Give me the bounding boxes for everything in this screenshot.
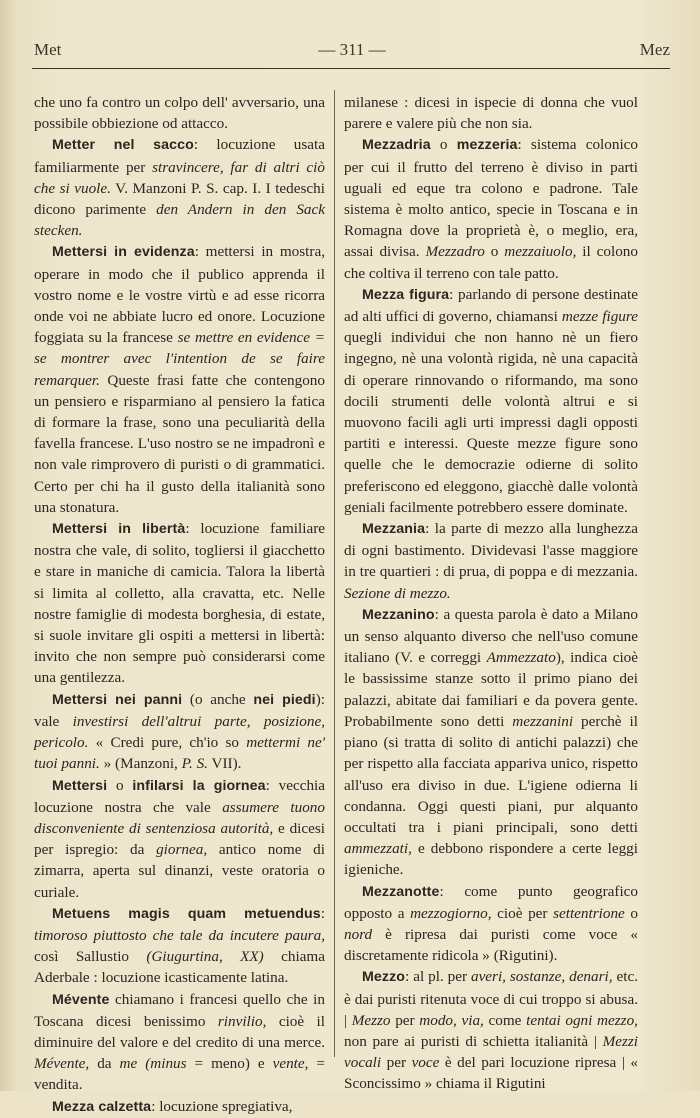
italic-text: Ammezzato: [486, 649, 556, 667]
right-column: [344, 92, 638, 1095]
entry-text: : sistema colonico per cui il frutto del terreno è diviso in parti uguali ed eque tra colono e padrone. Tale sistema è molto antico, specie in Toscana e in Romagna dove la proprietà è, o meglio, era, assai divisa.: [344, 136, 639, 261]
entry-headword: Mezzanino: [362, 606, 435, 623]
entry-text: per: [390, 1011, 420, 1029]
italic-text: ammezzati,: [344, 840, 412, 858]
italic-text: rinvilio,: [217, 1012, 267, 1030]
entry-text: il colono che coltiva il terreno con tale patto.: [344, 243, 638, 282]
italic-text: Mezzi vocali: [344, 1032, 638, 1072]
entry-headword: Metuens magis quam metuendus: [52, 905, 321, 922]
dictionary-entry: [34, 903, 325, 989]
entry-headword: Mettersi nei panni: [52, 691, 183, 708]
italic-text: nord: [344, 925, 373, 943]
italic-text: Mezzadro: [425, 243, 485, 261]
entry-text: cioè per: [491, 904, 554, 922]
italic-text: averi, sostanze, denari,: [470, 968, 613, 986]
entry-text: ), indica cioè le bassissime stanze sotto il primo piano dei palazzi, abitate dai familiari e da povera gente. Probabilmente sono detti: [344, 649, 639, 730]
entry-text: : la parte di mezzo alla lunghezza di ogni bastimento. Dividevasi l'asse maggiore in tre quartieri : di prua, di poppa e di mezzania.: [344, 520, 638, 581]
entry-text: o: [107, 776, 133, 794]
entry-text: come: [483, 1011, 527, 1029]
dictionary-entry: [344, 881, 638, 967]
italic-text: mettermi ne' tuoi panni.: [34, 734, 325, 773]
dictionary-entry: [344, 966, 638, 1094]
entry-headword: Mezzanotte: [362, 883, 440, 900]
column-divider: [334, 90, 335, 1057]
running-header: [34, 40, 670, 62]
header-left-guideword: Met: [34, 40, 62, 59]
entry-text: : al pl. per: [405, 968, 471, 986]
continued-paragraph: [34, 92, 325, 134]
dictionary-entry: [34, 134, 325, 241]
entry-headword: Mettersi in libertà: [52, 521, 186, 538]
entry-text: è ripresa dai puristi come voce « discretamente ridicola » (Rigutini).: [344, 925, 638, 965]
entry-text: o: [624, 904, 639, 922]
entry-headword: Mévente: [52, 991, 110, 1008]
entry-text: (o anche: [182, 690, 254, 708]
italic-text: mezzogiorno,: [410, 904, 492, 922]
dictionary-entry: [344, 604, 638, 881]
italic-text: voce: [411, 1054, 440, 1072]
dictionary-entry: [34, 989, 325, 1096]
italic-text: timoroso piuttosto che tale da incutere paura,: [34, 926, 325, 944]
entry-headword: Mezzania: [362, 521, 426, 538]
entry-headword: Mettersi: [52, 777, 108, 794]
entry-text: così Sallustio: [34, 948, 147, 966]
entry-headword: mezzeria: [456, 137, 518, 154]
entry-text: chiamano i francesi quello che in Toscana dicesi benissimo: [34, 990, 325, 1030]
entry-text: da: [89, 1055, 120, 1073]
entry-headword: Mezzadria: [362, 137, 431, 154]
entry-text: = vendita.: [34, 1055, 325, 1094]
entry-text: cioè il diminuire del valore e del credito di una merce.: [34, 1012, 325, 1051]
entry-headword: Mezza figura: [362, 286, 450, 303]
italic-text: investirsi dell'altrui parte, posizione, pericolo.: [34, 712, 326, 752]
entry-text: e debbono rispondere a certe leggi igieniche.: [344, 840, 638, 879]
entry-text: etc. è dai puristi ritenuta voce di cui troppo si abusa. |: [344, 968, 638, 1029]
italic-text: giornea,: [156, 841, 208, 859]
dictionary-entry: [34, 241, 325, 518]
italic-text: den Andern in den Sack stecken.: [34, 201, 325, 240]
entry-text: : locuzione spregiativa,: [151, 1097, 293, 1115]
entry-text: = meno) e: [186, 1055, 273, 1073]
dictionary-entry: [34, 689, 325, 775]
italic-text: modo, via,: [419, 1011, 484, 1029]
italic-text: me (minus: [119, 1055, 187, 1073]
entry-headword: nei piedi: [253, 691, 316, 708]
entry-text: o: [430, 136, 457, 154]
entry-text: o: [484, 243, 505, 261]
entry-text: che uno fa contro un colpo dell' avversario, una possibile obbiezione od attacco.: [34, 94, 325, 133]
dictionary-entry: [344, 518, 638, 604]
entry-text: : locuzione familiare nostra che vale, di solito, togliersi il giacchetto e stare in maniche di camicia. Talora la libertà si limita al colletto, alla cravatta, etc. Nelle nostre famiglie di modesta borghesia, di estate, si suole invitare gli ospiti a mettersi in libertà: invito che non sempre può considerarsi come una gentilezza.: [34, 520, 325, 687]
italic-text: Mévente,: [34, 1055, 90, 1073]
entry-text: VII).: [207, 755, 242, 773]
italic-text: Sezione di mezzo.: [344, 584, 451, 602]
dictionary-entry: [34, 518, 325, 689]
entry-text: « Credi pure, ch'io so: [88, 734, 247, 752]
entry-headword: Metter nel sacco: [52, 137, 194, 154]
italic-text: stravincere, far di altri ciò che si vuole.: [34, 158, 325, 197]
header-rule: [32, 68, 670, 69]
entry-text: per: [381, 1054, 412, 1072]
italic-text: mezzaiuolo,: [504, 243, 577, 261]
italic-text: Mezzo: [351, 1011, 391, 1029]
entry-text: ): vale: [34, 690, 326, 730]
header-right-guideword: Mez: [639, 40, 670, 59]
continued-paragraph: [344, 92, 638, 134]
entry-text: perchè il piano (si tratta di solito di antichi palazzi) che per rispetto alla facciata appariva unico, rispetto all'uso era diviso in due. L'igiene odierna li condanna. Oggi questi piani, pur alquanto occultati tra i piani principali, sono detti: [344, 712, 638, 836]
dictionary-entry: [344, 134, 638, 283]
italic-text: se mettre en evidence = se montrer avec l'intention de se faire remarquer.: [34, 329, 325, 389]
entry-text: quegli individui che non hanno nè un fiero ingegno, nè una volontà rigida, nè una capacità di operare rinnovando o riformando, ma sono docili strumenti delle volontà altrui e si muovono facili agli urti impressi dagli opposti partiti e interessi. Queste mezze figure sono quelle che le democrazie odierne di solito preferiscono ed eleggono, giacchè dalle volontà geniali facilmente potrebbero essere dominate.: [344, 329, 638, 516]
entry-text: » (Manzoni,: [99, 755, 182, 773]
italic-text: vente,: [272, 1055, 309, 1073]
entry-text: e dicesi per ispregio: da: [34, 819, 326, 859]
entry-headword: infilarsi la giornea: [132, 777, 266, 794]
page-number: — 311 —: [318, 40, 386, 59]
entry-text: : locuzione usata familiarmente per: [34, 136, 325, 176]
entry-text: V. Manzoni P. S. cap. I. I tedeschi dicono parimente: [34, 179, 325, 219]
entry-text: è del pari locuzione ripresa | « Sconcissimo » chiama il Rigutini: [344, 1054, 638, 1093]
entry-text: milanese : dicesi in ispecie di donna che vuol parere e valere più che non sia.: [344, 94, 638, 133]
entry-text: :: [320, 904, 325, 922]
left-column: [34, 92, 325, 1118]
entry-text: non pare ai puristi di schietta italianità |: [344, 1032, 603, 1050]
dictionary-entry: [34, 775, 325, 903]
entry-headword: Mettersi in evidenza: [52, 244, 195, 261]
italic-text: assumere tuono disconveniente di sentenziosa autorità,: [34, 798, 325, 837]
italic-text: settentrione: [553, 904, 625, 922]
entry-text: : vecchia locuzione nostra che vale: [34, 776, 326, 816]
entry-headword: Mezza calzetta: [52, 1098, 152, 1115]
entry-headword: Mezzo: [362, 969, 406, 986]
italic-text: P. S.: [181, 755, 208, 773]
italic-text: (Giugurtina, XX): [146, 948, 264, 966]
entry-text: Queste frasi fatte che contengono un pensiero e risparmiano al pensiero la fatica di formare la frase, sono una peculiarità della favella francese. L'uso nostro se ne impadronì e non vale rimprovero di puristi o di grammatici. Certo per chi ha il gusto della italianità sono una stonatura.: [34, 371, 325, 516]
entry-text: : a questa parola è dato a Milano un senso alquanto diverso che nell'uso comune italiano (V. e correggi: [344, 605, 638, 667]
entry-text: : mettersi in mostra, operare in modo che il publico apprenda il vostro nome e le vostre virtù e ad esse ricorra onde voi ne abbiate lucro ed onore. Locuzione foggiata su la francese: [34, 243, 325, 347]
entry-text: : parlando di persone destinate ad alti uffici di governo, chiamansi: [344, 285, 638, 326]
italic-text: mezze figure: [561, 308, 638, 326]
entry-text: chiama Aderbale : locuzione icasticamente latina.: [34, 948, 325, 987]
entry-text: antico nome di zimarra, aperta sul dinanzi, veste oratoria o curiale.: [34, 841, 325, 901]
dictionary-entry: [344, 284, 638, 518]
italic-text: tentai ogni mezzo,: [526, 1011, 638, 1029]
italic-text: mezzanini: [512, 712, 574, 730]
dictionary-entry: [34, 1096, 325, 1118]
entry-text: : come punto geografico opposto a: [344, 882, 638, 922]
